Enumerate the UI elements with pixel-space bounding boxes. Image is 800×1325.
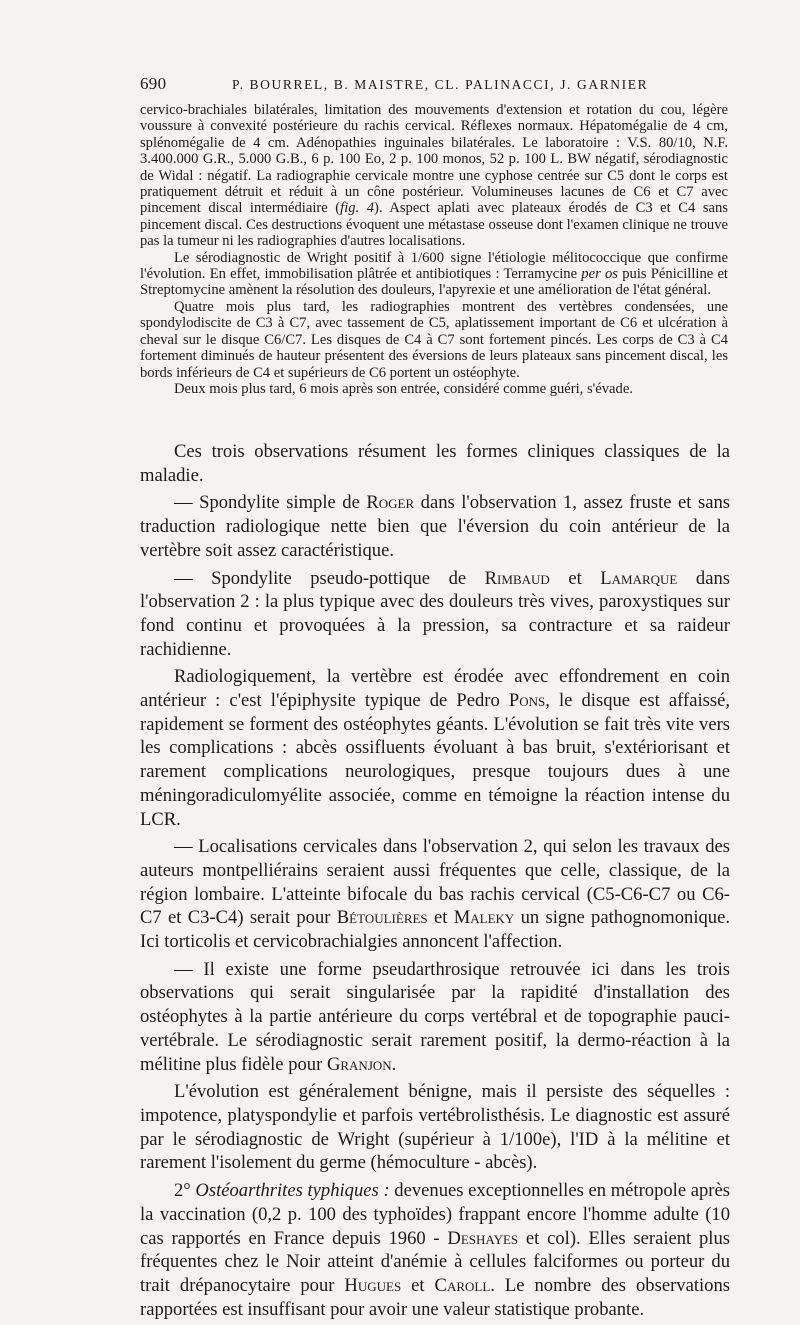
body-paragraph: L'évolution est généralement bénigne, mais il persiste des séquelles : impotence, platyspondylie et parfois vertébrolisthésis. Le diagnostic est assuré par le sérodiagnostic de Wright (supérieur à 1/100e), l'ID à la mélitine et rarement l'isolement du germe (hémoculture - abcès). (140, 1081, 730, 1174)
text-run: dans l'observation 2 : la plus typique avec des douleurs très vives, paroxystiques sur fond continu et provoquées à la pression, sa contracture et sa raideur rachidienne. (140, 567, 730, 660)
text-run: ). Aspect aplati avec plateaux érodés de C3 et C4 sans pincement discal. Ces destructions évoquent une métastase osseuse dont l'examen clinique ne trouve pas la tumeur ni les radiographies d'autres localisations. (140, 200, 728, 250)
text-run: et (427, 907, 454, 929)
running-head-authors: P. BOURREL, B. MAISTRE, CL. PALINACCI, J. GARNIER (232, 77, 649, 92)
section-number: 2° (174, 1180, 196, 1202)
italic-term: per os (581, 266, 618, 283)
text-run: et (401, 1274, 435, 1296)
author-name: Maleky (453, 907, 515, 929)
text-run: . Le nombre des observations rapportées est insuffisant pour avoir une valeur statistique probante. (140, 1274, 730, 1320)
author-name: Lamarque (600, 567, 678, 589)
author-name: Pons (508, 690, 546, 712)
figure-reference: fig. 4 (340, 200, 375, 217)
text-run: . (391, 1053, 397, 1075)
author-name: Caroll (434, 1274, 491, 1296)
case-report-paragraph: Deux mois plus tard, 6 mois après son entrée, considéré comme guéri, s'évade. (174, 380, 633, 397)
author-name: Roger (366, 492, 415, 514)
body-paragraph (140, 567, 730, 662)
body-paragraph (140, 1179, 730, 1321)
text-run: — Spondylite simple de (174, 492, 367, 514)
case-report-paragraph (140, 250, 728, 299)
body-paragraph (140, 665, 730, 831)
text-run: un signe pathognomonique. Ici torticolis et cervicobrachialgies annoncent l'affection. (140, 907, 730, 953)
text-run: Radiologiquement, la vertèbre est érodée avec effondrement en coin antérieur : c'est l'épiphysite typique de Pedro (140, 666, 730, 712)
body-paragraph (140, 491, 730, 562)
case-report-paragraph (140, 102, 728, 250)
body-paragraph (140, 958, 730, 1077)
case-report-paragraph: Quatre mois plus tard, les radiographies montrent des vertèbres condensées, une spondylodiscite de C3 à C7, avec tassement de C5, aplatissement important de C6 et ulcération à cheval sur le disque C6/C7. Les disques de C4 à C7 sont fortement pincés. Les corps de C3 à C4 fortement diminués de hauteur présentent des éversions de leurs plateaux sans pincement discal, les bords inférieurs de C4 et supérieurs de C6 portent un ostéophyte. (140, 298, 728, 381)
author-name: Rimbaud (484, 567, 550, 589)
text-run: Le sérodiagnostic de Wright positif à 1/600 signe l'étiologie mélitococcique que confirme l'évolution. En effet, immobilisation plâtrée et antibiotiques : Terramycine (140, 249, 728, 283)
page-header (140, 74, 730, 96)
text-run: puis Pénicilline et Streptomycine amènent la résolution des douleurs, l'apyrexie et une amélioration de l'état général. (140, 266, 728, 299)
text-run: — Spondylite pseudo-pottique de (174, 567, 485, 589)
text-run: — Localisations cervicales dans l'observation 2, qui selon les travaux des auteurs montpelliérains seraient aussi fréquentes que celle, classique, de la région lombaire. L'atteinte bifocale du bas rachis cervical (C5-C6-C7 ou C6-C7 et C3-C4) serait pour (140, 836, 730, 929)
text-run: devenues exceptionnelles en métropole après la vaccination (0,2 p. 100 des typhoïdes) frappant encore l'homme adulte (10 cas rapportés en France depuis 1960 - (140, 1180, 730, 1249)
body-paragraph (140, 835, 730, 954)
text-run: cervico-brachiales bilatérales, limitation des mouvements d'extension et rotation du cou, légère voussure à convexité postérieure du rachis cervical. Réflexes normaux. Hépatomégalie de 4 cm, splénomégalie de 4 cm. Adénopathies inguinales bilatérales. Le laboratoire : V.S. 80/10, N.F. 3.400.000 G.R., 5.000 G.B., 6 p. 100 Eo, 2 p. 100 monos, 52 p. 100 L. BW négatif, sérodiagnostic de Widal : négatif. La radiographie cervicale montre une cyphose centrée sur C5 dont le corps est pratiquement détruit et réduit à un cône postérieur. Volumineuses lacunes de C6 et C7 avec pincement discal intermédiaire ( (140, 102, 728, 217)
author-name: Bétoulières (336, 907, 428, 929)
discussion-block (140, 440, 730, 1325)
body-paragraph: Ces trois observations résument les formes cliniques classiques de la maladie. (140, 441, 730, 486)
author-name: Deshayes (447, 1227, 519, 1249)
text-run: et (549, 567, 601, 589)
case-report-block (140, 102, 728, 397)
text-run: , le disque est affaissé, rapidement se forment des ostéophytes géants. L'évolution se fait très vite vers les complications : abcès ossifluents évoluant à bas bruit, s'extériorisant et rarement complications neurologiques, presque toujours dues à une méningoradiculomyélite associée, comme en témoigne la réaction intense du LCR. (140, 690, 730, 830)
author-name: Hugues (344, 1274, 402, 1296)
page-number: 690 (140, 74, 167, 93)
text-run: — Il existe une forme pseudarthrosique retrouvée ici dans les trois observations qui serait singularisée par la rapidité d'installation des ostéophytes à la partie antérieure du corps vertébral et de topographie pauci-vertébrale. Le sérodiagnostic serait rarement positif, la dermo-réaction à la mélitine plus fidèle pour (140, 958, 730, 1075)
text-run: dans l'observation 1, assez fruste et sans traduction radiologique nette bien que l'éversion du coin antérieur de la vertèbre soit assez caractéristique. (140, 492, 730, 561)
section-heading: Ostéoarthrites typhiques : (195, 1180, 390, 1202)
text-run: et col). Elles seraient plus fréquentes chez le Noir atteint d'anémie à cellules falciformes ou porteur du trait drépanocytaire pour (140, 1227, 730, 1296)
author-name: Granjon (326, 1053, 392, 1075)
